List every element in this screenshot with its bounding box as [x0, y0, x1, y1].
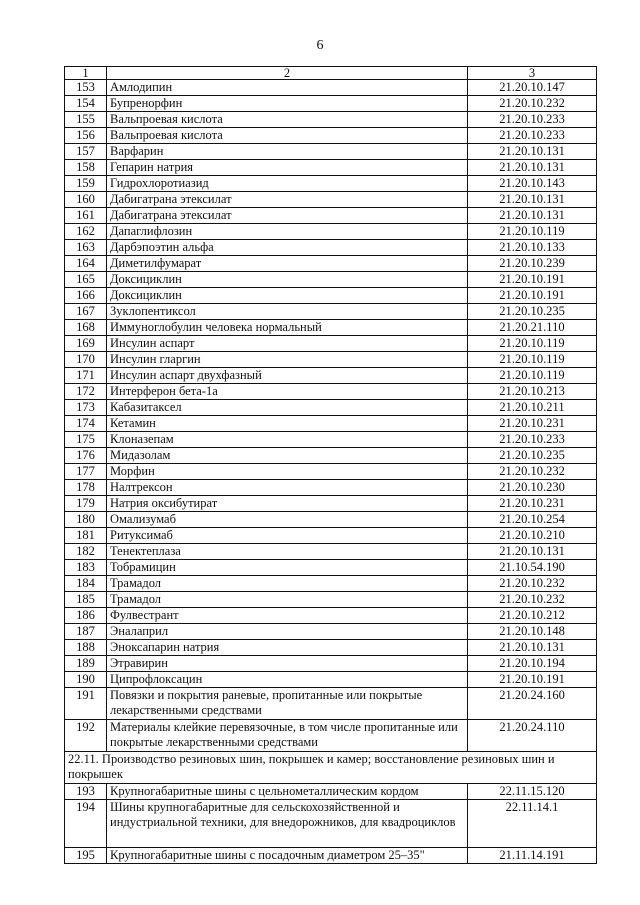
row-name-cell: Налтрексон — [107, 480, 468, 496]
row-number-cell: 154 — [65, 96, 107, 112]
row-number-cell: 184 — [65, 576, 107, 592]
page-number: 6 — [316, 38, 324, 53]
row-code-cell: 21.20.10.147 — [468, 80, 597, 96]
row-number-cell: 155 — [65, 112, 107, 128]
column-header-code: 3 — [468, 67, 597, 80]
row-name-cell: Инсулин гларгин — [107, 352, 468, 368]
row-name-cell: Диметилфумарат — [107, 256, 468, 272]
row-name-cell: Иммуноглобулин человека нормальный — [107, 320, 468, 336]
table-row — [65, 528, 597, 544]
row-code-cell: 21.20.10.191 — [468, 272, 597, 288]
row-name-cell: Клоназепам — [107, 432, 468, 448]
table-row — [65, 480, 597, 496]
table-header — [65, 67, 597, 80]
row-code-cell: 21.20.10.119 — [468, 352, 597, 368]
table-row — [65, 288, 597, 304]
table-row — [65, 416, 597, 432]
row-name-cell: Варфарин — [107, 144, 468, 160]
row-number-cell: 179 — [65, 496, 107, 512]
row-number-cell: 195 — [65, 848, 107, 864]
row-code-cell: 21.20.10.131 — [468, 144, 597, 160]
row-code-cell: 21.20.10.213 — [468, 384, 597, 400]
table-row — [65, 96, 597, 112]
table-row — [65, 176, 597, 192]
row-number-cell: 174 — [65, 416, 107, 432]
row-number-cell: 188 — [65, 640, 107, 656]
row-number-cell: 156 — [65, 128, 107, 144]
row-name-cell: Кабазитаксел — [107, 400, 468, 416]
row-number-cell: 166 — [65, 288, 107, 304]
section-row — [65, 752, 597, 784]
row-name-cell: Фулвестрант — [107, 608, 468, 624]
column-header-number: 1 — [65, 67, 107, 80]
row-number-cell: 157 — [65, 144, 107, 160]
row-code-cell: 22.11.15.120 — [468, 784, 597, 800]
row-number-cell: 158 — [65, 160, 107, 176]
row-name-cell: Этравирин — [107, 656, 468, 672]
row-code-cell: 21.20.10.233 — [468, 112, 597, 128]
row-code-cell: 21.20.10.233 — [468, 128, 597, 144]
row-name-cell: Крупногабаритные шины с цельнометаллическим кордом — [107, 784, 468, 800]
table-row — [65, 448, 597, 464]
row-code-cell: 21.20.10.235 — [468, 448, 597, 464]
table-row — [65, 272, 597, 288]
table-row — [65, 368, 597, 384]
row-number-cell: 177 — [65, 464, 107, 480]
row-name-cell: Амлодипин — [107, 80, 468, 96]
row-name-cell: Ципрофлоксацин — [107, 672, 468, 688]
row-code-cell: 21.20.10.231 — [468, 496, 597, 512]
row-number-cell: 153 — [65, 80, 107, 96]
table-row — [65, 640, 597, 656]
row-code-cell: 21.20.10.131 — [468, 160, 597, 176]
row-code-cell: 21.20.10.191 — [468, 288, 597, 304]
row-number-cell: 171 — [65, 368, 107, 384]
row-code-cell: 21.20.10.210 — [468, 528, 597, 544]
row-code-cell: 21.20.10.131 — [468, 192, 597, 208]
row-code-cell: 21.20.10.230 — [468, 480, 597, 496]
row-name-cell: Ритуксимаб — [107, 528, 468, 544]
row-number-cell: 186 — [65, 608, 107, 624]
row-name-cell: Тобрамицин — [107, 560, 468, 576]
row-code-cell: 21.20.10.191 — [468, 672, 597, 688]
row-name-cell: Повязки и покрытия раневые, пропитанные или покрытые лекарственными средствами — [107, 688, 468, 720]
row-number-cell: 189 — [65, 656, 107, 672]
row-number-cell: 181 — [65, 528, 107, 544]
row-number-cell: 164 — [65, 256, 107, 272]
row-code-cell: 21.20.10.231 — [468, 416, 597, 432]
table-row — [65, 240, 597, 256]
row-number-cell: 163 — [65, 240, 107, 256]
table-row — [65, 304, 597, 320]
row-number-cell: 191 — [65, 688, 107, 720]
row-number-cell: 161 — [65, 208, 107, 224]
table-row — [65, 544, 597, 560]
row-name-cell: Кетамин — [107, 416, 468, 432]
table-row — [65, 624, 597, 640]
table-row — [65, 336, 597, 352]
column-header-name: 2 — [107, 67, 468, 80]
row-name-cell: Инсулин аспарт двухфазный — [107, 368, 468, 384]
row-number-cell: 190 — [65, 672, 107, 688]
table-row — [65, 384, 597, 400]
row-name-cell: Материалы клейкие перевязочные, в том числе пропитанные или покрытые лекарственными средствами — [107, 720, 468, 752]
row-code-cell: 21.20.10.148 — [468, 624, 597, 640]
row-code-cell: 21.20.10.233 — [468, 432, 597, 448]
row-number-cell: 183 — [65, 560, 107, 576]
table-row — [65, 576, 597, 592]
row-code-cell: 21.20.10.254 — [468, 512, 597, 528]
row-code-cell: 21.20.10.131 — [468, 544, 597, 560]
row-number-cell: 170 — [65, 352, 107, 368]
table-row — [65, 672, 597, 688]
table-row — [65, 208, 597, 224]
row-number-cell: 173 — [65, 400, 107, 416]
row-code-cell: 21.20.10.133 — [468, 240, 597, 256]
row-code-cell: 21.20.21.110 — [468, 320, 597, 336]
table-row — [65, 800, 597, 848]
table-row — [65, 320, 597, 336]
row-name-cell: Крупногабаритные шины с посадочным диаметром 25–35" — [107, 848, 468, 864]
row-name-cell: Трамадол — [107, 592, 468, 608]
table-row — [65, 784, 597, 800]
row-name-cell: Бупренорфин — [107, 96, 468, 112]
row-name-cell: Эналаприл — [107, 624, 468, 640]
table-row — [65, 128, 597, 144]
row-name-cell: Дабигатрана этексилат — [107, 208, 468, 224]
row-number-cell: 182 — [65, 544, 107, 560]
table-row — [65, 560, 597, 576]
table-row — [65, 656, 597, 672]
row-number-cell: 178 — [65, 480, 107, 496]
row-name-cell: Зуклопентиксол — [107, 304, 468, 320]
row-code-cell: 21.20.10.119 — [468, 224, 597, 240]
row-name-cell: Доксициклин — [107, 288, 468, 304]
row-number-cell: 194 — [65, 800, 107, 848]
row-name-cell: Дарбэпоэтин альфа — [107, 240, 468, 256]
row-name-cell: Гидрохлоротиазид — [107, 176, 468, 192]
row-code-cell: 21.20.10.232 — [468, 96, 597, 112]
row-name-cell: Интерферон бета-1а — [107, 384, 468, 400]
table-row — [65, 608, 597, 624]
table-row — [65, 496, 597, 512]
table-row — [65, 80, 597, 96]
table-row — [65, 144, 597, 160]
row-code-cell: 21.20.10.235 — [468, 304, 597, 320]
row-name-cell: Трамадол — [107, 576, 468, 592]
row-number-cell: 176 — [65, 448, 107, 464]
row-code-cell: 21.20.24.110 — [468, 720, 597, 752]
row-name-cell: Вальпроевая кислота — [107, 128, 468, 144]
table-row — [65, 848, 597, 864]
section-title: 22.11. Производство резиновых шин, покрышек и камер; восстановление резиновых шин и покрышек — [65, 752, 597, 784]
row-number-cell: 192 — [65, 720, 107, 752]
row-name-cell: Доксициклин — [107, 272, 468, 288]
row-name-cell: Дабигатрана этексилат — [107, 192, 468, 208]
row-name-cell: Омализумаб — [107, 512, 468, 528]
row-code-cell: 21.20.10.131 — [468, 208, 597, 224]
row-code-cell: 21.20.10.143 — [468, 176, 597, 192]
row-code-cell: 21.20.24.160 — [468, 688, 597, 720]
row-number-cell: 160 — [65, 192, 107, 208]
row-code-cell: 21.20.10.232 — [468, 576, 597, 592]
table-body — [65, 80, 597, 864]
row-number-cell: 185 — [65, 592, 107, 608]
row-name-cell: Тенектеплаза — [107, 544, 468, 560]
row-number-cell: 172 — [65, 384, 107, 400]
row-number-cell: 159 — [65, 176, 107, 192]
row-name-cell: Натрия оксибутират — [107, 496, 468, 512]
row-number-cell: 187 — [65, 624, 107, 640]
row-name-cell: Мидазолам — [107, 448, 468, 464]
row-name-cell: Эноксапарин натрия — [107, 640, 468, 656]
table-row — [65, 192, 597, 208]
row-number-cell: 162 — [65, 224, 107, 240]
row-number-cell: 175 — [65, 432, 107, 448]
row-name-cell: Шины крупногабаритные для сельскохозяйственной и индустриальной техники, для внедорожников, для квадроциклов — [107, 800, 468, 848]
row-name-cell: Дапаглифлозин — [107, 224, 468, 240]
row-number-cell: 193 — [65, 784, 107, 800]
row-code-cell: 21.20.10.119 — [468, 368, 597, 384]
table-row — [65, 432, 597, 448]
table-row — [65, 592, 597, 608]
row-name-cell: Инсулин аспарт — [107, 336, 468, 352]
row-number-cell: 169 — [65, 336, 107, 352]
table-row — [65, 160, 597, 176]
table-row — [65, 464, 597, 480]
row-code-cell: 21.20.10.211 — [468, 400, 597, 416]
row-name-cell: Гепарин натрия — [107, 160, 468, 176]
table-row — [65, 512, 597, 528]
table-row — [65, 720, 597, 752]
row-code-cell: 21.20.10.194 — [468, 656, 597, 672]
row-code-cell: 21.20.10.239 — [468, 256, 597, 272]
row-code-cell: 21.11.14.191 — [468, 848, 597, 864]
table-row — [65, 352, 597, 368]
table-row — [65, 224, 597, 240]
table-row — [65, 256, 597, 272]
row-code-cell: 21.20.10.232 — [468, 464, 597, 480]
row-number-cell: 165 — [65, 272, 107, 288]
row-code-cell: 22.11.14.1 — [468, 800, 597, 848]
table-row — [65, 400, 597, 416]
table-row — [65, 688, 597, 720]
document-table — [64, 66, 597, 864]
row-code-cell: 21.20.10.131 — [468, 640, 597, 656]
row-number-cell: 167 — [65, 304, 107, 320]
row-code-cell: 21.20.10.212 — [468, 608, 597, 624]
row-number-cell: 168 — [65, 320, 107, 336]
table-row — [65, 112, 597, 128]
row-name-cell: Морфин — [107, 464, 468, 480]
row-code-cell: 21.20.10.232 — [468, 592, 597, 608]
row-code-cell: 21.20.10.119 — [468, 336, 597, 352]
row-number-cell: 180 — [65, 512, 107, 528]
row-name-cell: Вальпроевая кислота — [107, 112, 468, 128]
row-code-cell: 21.10.54.190 — [468, 560, 597, 576]
